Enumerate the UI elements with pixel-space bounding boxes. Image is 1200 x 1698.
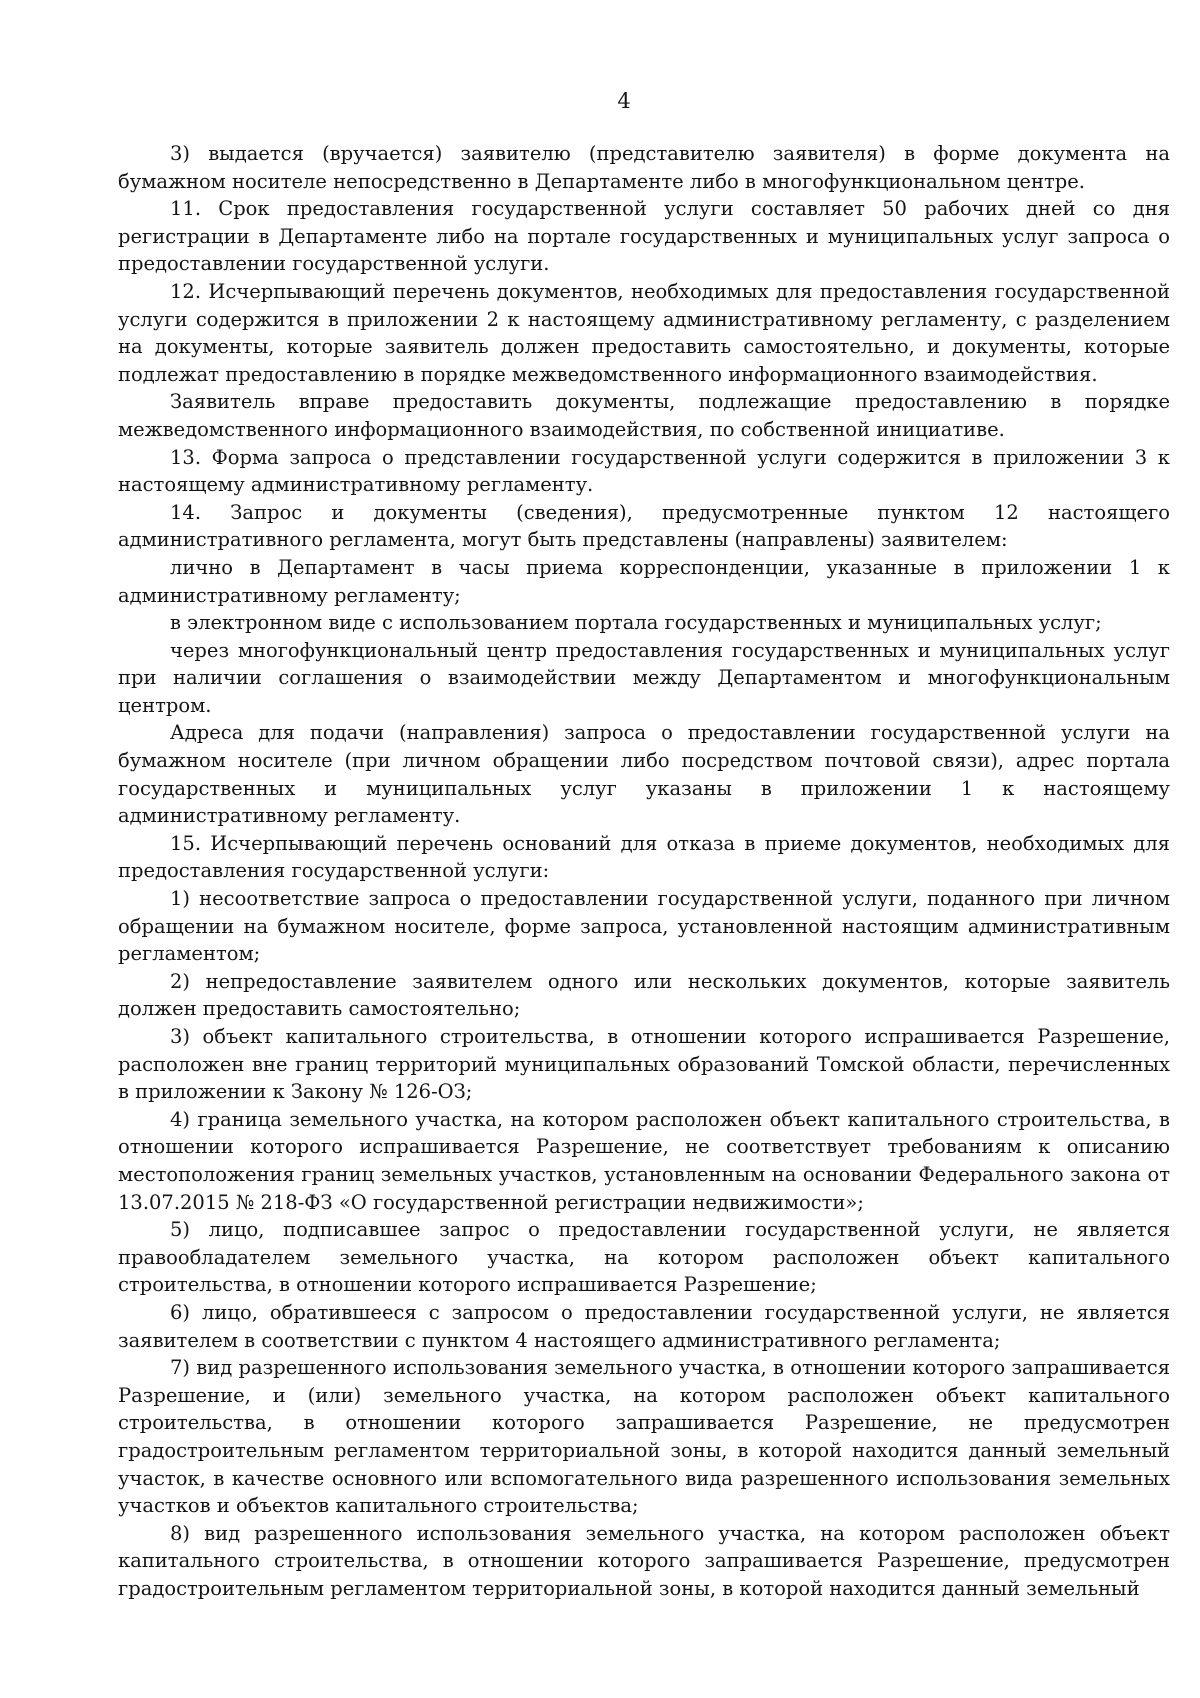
document-body [118, 140, 1170, 1602]
paragraph: 15. Исчерпывающий перечень оснований для отказа в приеме документов, необходимых для предоставления государственной услуги: [118, 831, 1170, 883]
page-number: 4 [617, 89, 631, 113]
paragraph: 11. Срок предоставления государственной услуги составляет 50 рабочих дней со дня регистрации в Департаменте либо на портале государственных и муниципальных услуг запроса о предоставлении государственной услуги. [118, 197, 1170, 276]
paragraph: Заявитель вправе предоставить документы, подлежащие предоставлению в порядке межведомственного информационного взаимодействия, по собственной инициативе. [118, 390, 1170, 441]
paragraph: 8) вид разрешенного использования земельного участка, на котором расположен объект капитального строительства, в отношении которого запрашивается Разрешение, предусмотрен градостроительным регламентом территориальной зоны, в которой находится данный земельный [118, 1521, 1170, 1600]
paragraph: 3) объект капитального строительства, в отношении которого испрашивается Разрешение, расположен вне границ территорий муниципальных образований Томской области, перечисленных в приложении к Закону № 126-ОЗ; [118, 1025, 1170, 1104]
paragraph: лично в Департамент в часы приема корреспонденции, указанные в приложении 1 к административному регламенту; [118, 555, 1170, 607]
paragraph: 6) лицо, обратившееся с запросом о предоставлении государственной услуги, не является заявителем в соответствии с пунктом 4 настоящего административного регламента; [118, 1300, 1170, 1352]
paragraph: 14. Запрос и документы (сведения), предусмотренные пунктом 12 настоящего административного регламента, могут быть представлены (направлены) заявителем: [118, 500, 1170, 552]
paragraph: в электронном виде с использованием портала государственных и муниципальных услуг; [170, 611, 1102, 635]
paragraph: 2) непредоставление заявителем одного или нескольких документов, которые заявитель должен предоставить самостоятельно; [118, 969, 1170, 1021]
paragraph: 4) граница земельного участка, на котором расположен объект капитального строительства, в отношении которого испрашивается Разрешение, не соответствует требованиям к описанию местоположения границ земельных участков, установленным на основании Федерального закона от 13.07.2015 № 218-ФЗ «О государственной регистрации недвижимости»; [118, 1107, 1170, 1214]
paragraph: 3) выдается (вручается) заявителю (представителю заявителя) в форме документа на бумажном носителе непосредственно в Департаменте либо в многофункциональном центре. [118, 142, 1170, 193]
paragraph: 1) несоответствие запроса о предоставлении государственной услуги, поданного при личном обращении на бумажном носителе, форме запроса, установленной настоящим административным регламентом; [118, 887, 1170, 966]
paragraph: Адреса для подачи (направления) запроса о предоставлении государственной услуги на бумажном носителе (при личном обращении либо посредством почтовой связи), адрес портала государственных и муниципальных услуг указаны в приложении 1 к настоящему административному регламенту. [118, 721, 1170, 828]
paragraph: 5) лицо, подписавшее запрос о предоставлении государственной услуги, не является правообладателем земельного участка, на котором расположен объект капитального строительства, в отношении которого испрашивается Разрешение; [118, 1218, 1170, 1297]
paragraph: через многофункциональный центр предоставления государственных и муниципальных услуг при наличии соглашения о взаимодействии между Департаментом и многофункциональным центром. [118, 638, 1170, 717]
paragraph: 12. Исчерпывающий перечень документов, необходимых для предоставления государственной услуги содержится в приложении 2 к настоящему административному регламенту, с разделением на документы, которые заявитель должен предоставить самостоятельно, и документы, которые подлежат предоставлению в порядке межведомственного информационного взаимодействия. [118, 279, 1170, 386]
paragraph: 7) вид разрешенного использования земельного участка, в отношении которого запрашивается Разрешение, и (или) земельного участка, на котором расположен объект капитального строительства, в отношении которого запрашивается Разрешение, не предусмотрен градостроительным регламентом территориальной зоны, в которой находится данный земельный участок, в качестве основного или вспомогательного вида разрешенного использования земельных участков и объектов капитального строительства; [118, 1356, 1170, 1518]
paragraph: 13. Форма запроса о представлении государственной услуги содержится в приложении 3 к настоящему административному регламенту. [118, 445, 1170, 497]
